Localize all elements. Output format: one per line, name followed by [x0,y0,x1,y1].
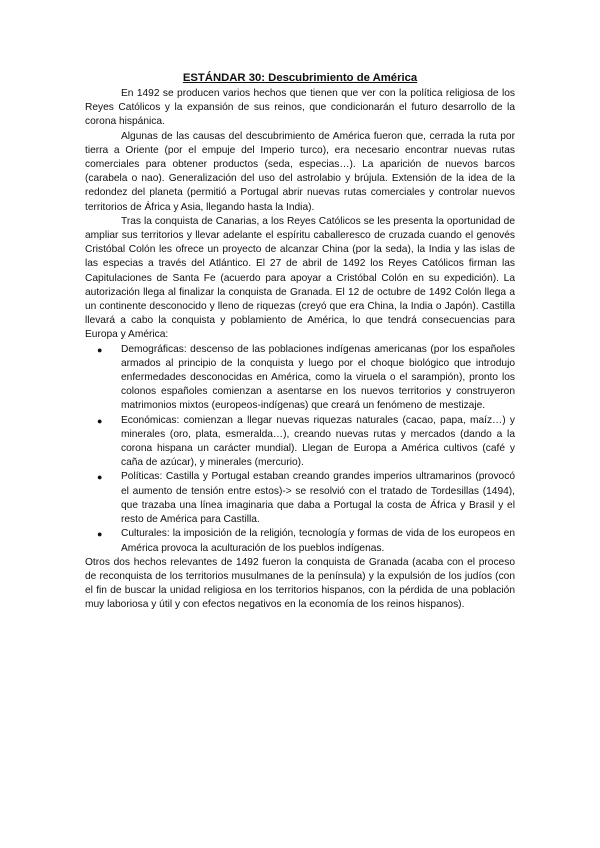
consequences-list [85,343,515,556]
list-item [97,527,515,555]
list-item [97,470,515,527]
list-item-text: Económicas: comienzan a llegar nuevas riquezas naturales (cacao, papa, maíz…) y minerales (oro, plata, esmeralda…), creando nuevas rutas y mercados (dando a la corona hispana un carácter mundial). Llegan de Europa a América cultivos (café y caña de azúcar), y minerales (mercurio). [121,414,515,469]
bullet-icon: ● [97,344,103,355]
bullet-icon: ● [97,529,103,540]
paragraph-intro: En 1492 se producen varios hechos que tienen que ver con la política religiosa de los Reyes Católicos y la expansión de sus reinos, que condicionarán el futuro desarrollo de la corona hispánica. [85,88,515,128]
list-item-text: Demográficas: descenso de las poblaciones indígenas americanas (por los españoles armados al principio de la conquista y luego por el choque biológico que introdujo enfermedades desconocidas en América, como la viruela o el sarampión), pronto los colonos españoles comienzan a asentarse en los nuevos territorios y construyeron matrimonios mixtos (europeos-indígenas) que creará un fenómeno de mestizaje. [121,343,515,412]
title-text: ESTÁNDAR 30: Descubrimiento de América [182,72,418,84]
list-item-text: Culturales: la imposición de la religión, tecnología y formas de vida de los europeos en América provoca la aculturación de los pueblos indígenas. [121,528,515,554]
list-item [97,414,515,471]
bullet-icon: ● [97,415,103,426]
document-title [85,71,515,86]
paragraph-closing: Otros dos hechos relevantes de 1492 fueron la conquista de Granada (acaba con el proceso de reconquista de los territorios musulmanes de la península) y la expulsión de los judíos (con el fin de buscar la unidad religiosa en los territorios hispanos, con la pérdida de una población muy laboriosa y útil y con efectos negativos en la economía de los reinos hispanos). [85,556,515,611]
bullet-icon: ● [97,472,103,483]
list-item-text: Políticas: Castilla y Portugal estaban creando grandes imperios ultramarinos (provocó el aumento de tensión entre estos)-> se resolvió con el tratado de Tordesillas (1494), que trazaba una línea imaginaria que daba a Portugal la costa de África y Brasil y el resto de América para Castilla. [121,471,515,526]
paragraph-causes: Algunas de las causas del descubrimiento de América fueron que, cerrada la ruta por tierra a Oriente (por el empuje del Imperio turco), era necesario encontrar nuevas rutas comerciales para obtener productos (seda, especias…). La aparición de nuevos barcos (carabela o nao). Generalización del uso del astrolabio y brújula. Extensión de la idea de la redondez del planeta (permitió a Portugal abrir nuevas rutas comerciales y controlar nuevos territorios de África y Asia, llegando hasta la India). [85,130,515,213]
list-item [97,343,515,414]
document-page [85,71,515,613]
paragraph-conquest: Tras la conquista de Canarias, a los Reyes Católicos se les presenta la oportunidad de ampliar sus territorios y llevar adelante el espíritu caballeresco de cruzada cuando el genovés Cristóbal Colón les ofrece un proyecto de alcanzar China (por la seda), la India y las islas de las especias a través del Atlántico. El 27 de abril de 1492 los Reyes Católicos firman las Capitulaciones de Santa Fe (acuerdo para apoyar a Cristóbal Colón en su expedición). La autorización llega al finalizar la conquista de Granada. El 12 de octubre de 1492 Colón llega a un continente desconocido y lleno de riquezas (creyó que era China, la India o Japón). Castilla llevará a cabo la conquista y poblamiento de América, lo que tendrá consecuencias para Europa y América: [85,215,515,341]
